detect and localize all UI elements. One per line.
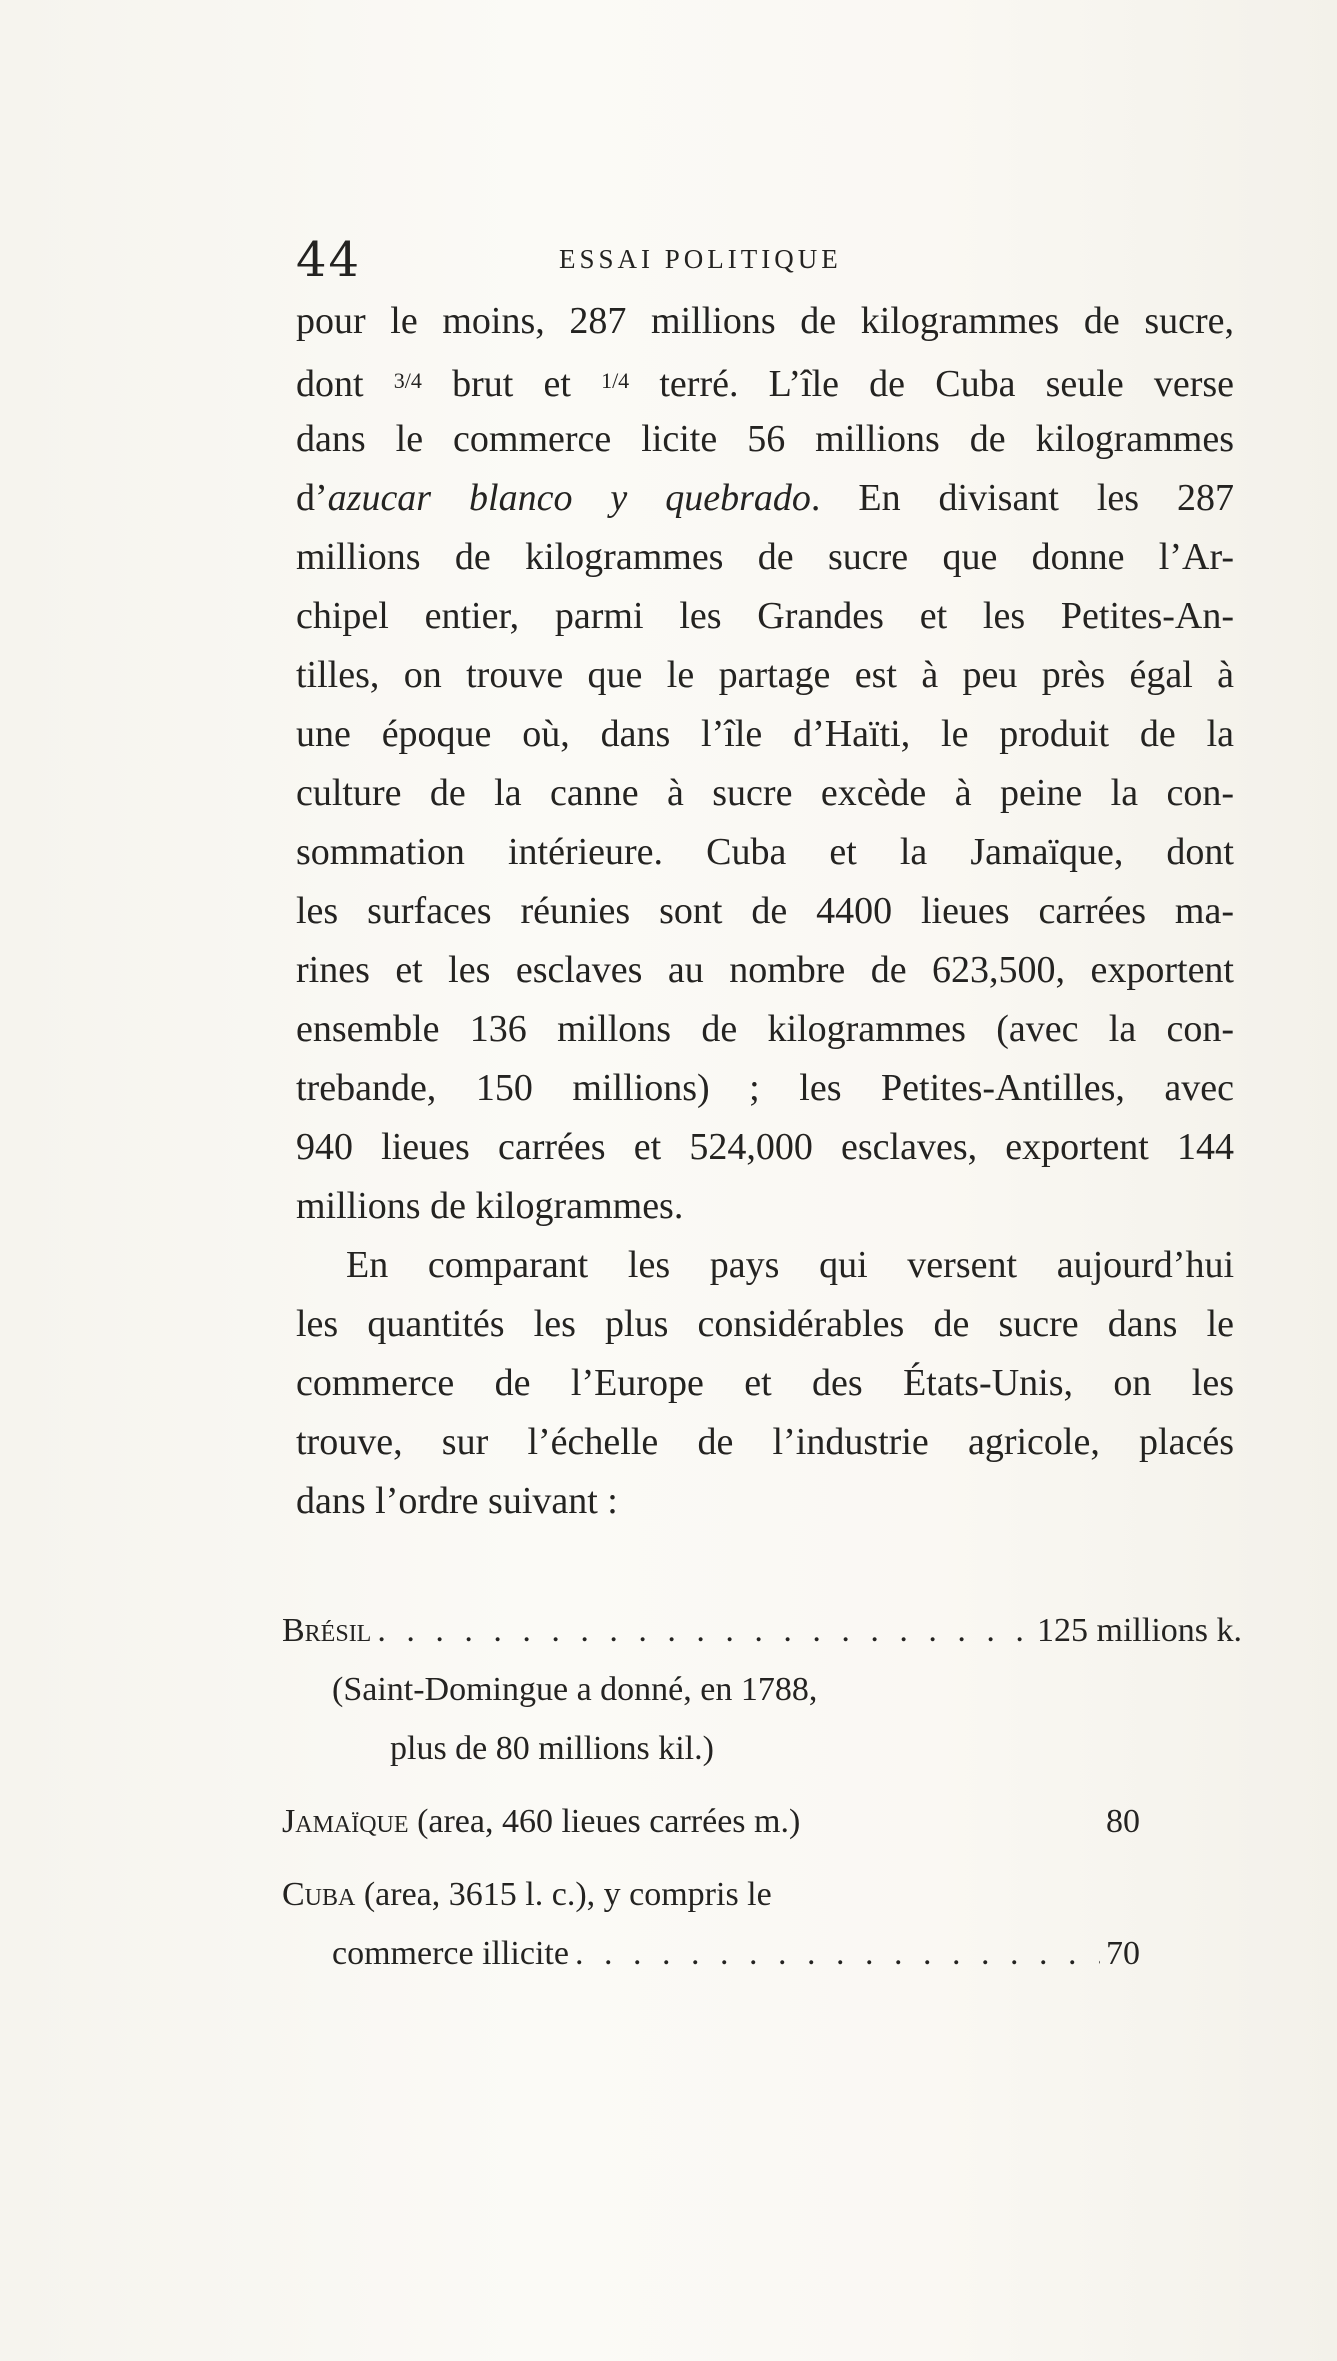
running-head: [296, 232, 1234, 292]
country-name: Cuba: [282, 1876, 356, 1913]
production-value: 125 millions k.: [1037, 1612, 1242, 1649]
country-name: Jamaïque: [282, 1803, 409, 1840]
running-title: ESSAI POLITIQUE: [559, 244, 842, 274]
text-line: pour le moins, 287 millions de kilogrammes de sucre,: [296, 300, 1234, 342]
text-line: chipel entier, parmi les Grandes et les Petites-An-: [296, 595, 1234, 637]
area-description: (area, 3615 l. c.), y compris le: [363, 1876, 772, 1913]
area-description: commerce illicite: [332, 1935, 569, 1972]
text-fragment: . En divisant les 287: [810, 477, 1234, 519]
text-line: sommation intérieure. Cuba et la Jamaïque, dont: [296, 831, 1234, 873]
leader-dots: [377, 1601, 1031, 1660]
text-line: En comparant les pays qui versent aujourd’hui: [346, 1244, 1234, 1286]
area-description: (area, 460 lieues carrées m.): [417, 1803, 801, 1840]
country-name: Brésil: [282, 1612, 372, 1649]
text-line: culture de la canne à sucre excède à peine la con-: [296, 772, 1234, 814]
list-item-cuba: [282, 1865, 1242, 1924]
text-line: millions de kilogrammes.: [296, 1185, 684, 1227]
text-line: millions de kilogrammes de sucre que donne l’Ar-: [296, 536, 1234, 578]
list-note: (Saint-Domingue a donné, en 1788,: [332, 1671, 818, 1708]
fraction: 3/4: [393, 368, 422, 393]
body-text: [296, 292, 1234, 1531]
text-line: trebande, 150 millions) ; les Petites-Antilles, avec: [296, 1067, 1234, 1109]
text-fragment: terré. L’île de Cuba seule verse: [659, 363, 1234, 405]
text-line: dans le commerce licite 56 millions de kilogrammes: [296, 418, 1234, 460]
text-fragment: dont: [296, 363, 364, 405]
text-line: trouve, sur l’échelle de l’industrie agricole, placés: [296, 1421, 1234, 1463]
list-item-bresil: [282, 1601, 1242, 1660]
fraction: 1/4: [601, 368, 630, 393]
list-item-cuba-continued: [282, 1924, 1242, 1983]
text-fragment: brut et: [452, 363, 571, 405]
italic-phrase: azucar blanco y quebrado: [327, 477, 811, 519]
list-note: plus de 80 millions kil.): [390, 1730, 714, 1767]
text-line: les quantités les plus considérables de sucre dans le: [296, 1303, 1234, 1345]
list-item-jamaique: [282, 1792, 1242, 1851]
production-value: 80: [1106, 1803, 1140, 1840]
text-line: les surfaces réunies sont de 4400 lieues carrées ma-: [296, 890, 1234, 932]
page-number: 44: [296, 232, 362, 288]
leader-dots: [575, 1924, 1100, 1983]
text-line: une époque où, dans l’île d’Haïti, le produit de la: [296, 713, 1234, 755]
text-line: rines et les esclaves au nombre de 623,500, exportent: [296, 949, 1234, 991]
text-fragment: d’: [296, 477, 328, 519]
text-line: dans l’ordre suivant :: [296, 1480, 618, 1522]
sugar-production-list: [282, 1601, 1242, 1983]
text-line: [296, 351, 1234, 410]
text-line: commerce de l’Europe et des États-Unis, on les: [296, 1362, 1234, 1404]
text-line: tilles, on trouve que le partage est à peu près égal à: [296, 654, 1234, 696]
text-line: 940 lieues carrées et 524,000 esclaves, exportent 144: [296, 1126, 1234, 1168]
production-value: 70: [1106, 1935, 1140, 1972]
text-line: [296, 469, 1234, 528]
text-line: ensemble 136 millons de kilogrammes (avec la con-: [296, 1008, 1234, 1050]
